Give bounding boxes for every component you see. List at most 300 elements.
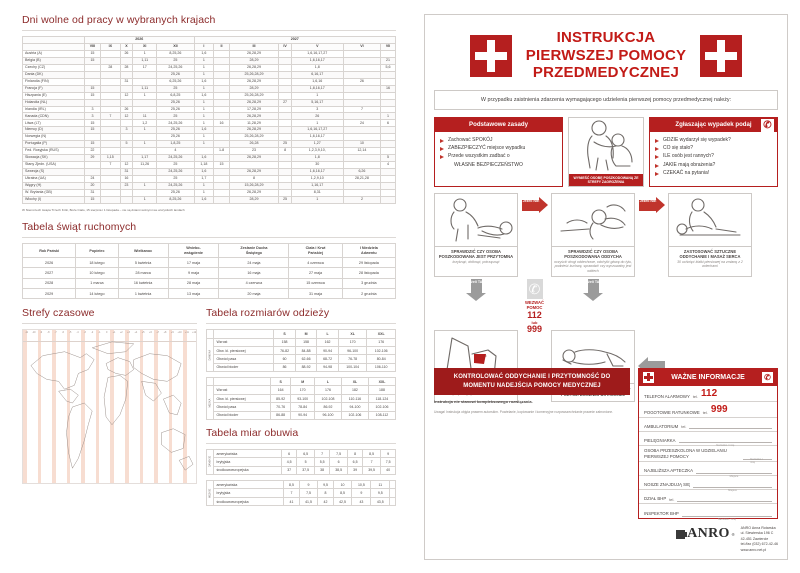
hour-label: +10 — [177, 331, 182, 335]
holiday-cell: 1 — [133, 141, 157, 148]
drag-victim-caption: WYNIEŚĆ OSOBĘ POSZKODOWANĄ ZE STREFY ZAGROŻENIA — [569, 174, 643, 186]
measure-value: 8,5 — [362, 449, 380, 457]
measure-label: Wzrost — [214, 386, 271, 394]
info-row — [639, 476, 777, 490]
holiday-cell: 31 — [120, 78, 132, 85]
call-help-block — [521, 277, 548, 334]
holiday-cell: 15 — [85, 50, 101, 57]
holiday-cell: 1-8 — [214, 148, 229, 155]
category-side-label: DAMSKIE — [207, 449, 214, 474]
month-header: I — [194, 43, 214, 50]
holiday-cell — [214, 155, 229, 162]
info-key: OSOBA PRZESZKOLONA W UDZIELANIU PIERWSZEJ POMOCY — [644, 448, 727, 459]
measure-value: 76-78 — [338, 355, 367, 363]
holiday-cell: 1,2,3,9,10, — [291, 148, 343, 155]
table-row — [23, 71, 396, 78]
measure-label: Obwód pasa — [214, 355, 274, 363]
info-blank-line[interactable] — [677, 495, 772, 502]
holiday-cell — [343, 127, 380, 134]
holiday-cell: 1 — [381, 113, 396, 120]
holiday-cell: 1 — [194, 189, 214, 196]
holiday-cell: 5,6 — [381, 64, 396, 71]
holiday-cell — [85, 162, 101, 169]
flow-step-cpr — [668, 193, 752, 278]
country-name: Słowacja (SK) — [23, 155, 85, 162]
holiday-cell — [343, 50, 380, 57]
country-name: Norwegia (N) — [23, 134, 85, 141]
feast-cell: 10 lutego — [76, 268, 118, 278]
measure-value: 39 — [348, 466, 363, 474]
size-header: L — [314, 378, 341, 386]
holiday-cell: 1 — [194, 57, 214, 64]
phone-icon: ✆ — [761, 119, 774, 132]
holiday-cell — [214, 78, 229, 85]
holiday-cell — [279, 71, 291, 78]
holiday-cell — [381, 176, 396, 183]
side-label-header — [207, 330, 214, 338]
column-header: Ciała i Krwi Pańskiej — [289, 243, 342, 257]
table-row — [207, 394, 396, 402]
holiday-cell: 1,27 — [291, 141, 343, 148]
holiday-cell: 25,26 — [157, 71, 194, 78]
holidays-note: W Niemczech święta Trzech Króli, Boże Ciało, 15 sierpnia i 1 listopada – nie są dniami wolnymi we wszystkich landach — [22, 207, 185, 212]
measure-value: 106-110 — [367, 363, 396, 371]
holiday-cell — [279, 120, 291, 127]
holiday-cell: 26,28,29 — [229, 127, 279, 134]
hour-label: +5 — [141, 331, 145, 335]
report-item: CZEKAĆ na pytania! — [655, 169, 772, 177]
holiday-cell: 25 — [157, 162, 194, 169]
drag-victim-pictogram — [568, 117, 644, 187]
month-header: XI — [133, 43, 157, 50]
hour-label: -2 — [91, 331, 94, 335]
timezones-block — [22, 307, 197, 511]
month-header: IV — [279, 43, 291, 50]
holiday-cell: 24,25,26 — [157, 155, 194, 162]
holiday-cell: 16 — [120, 176, 132, 183]
country-name: Belgia (B) — [23, 57, 85, 64]
measure-value: 170 — [291, 386, 315, 394]
info-row — [639, 418, 777, 432]
rule-item: WŁASNE BEZPIECZEŃSTWO — [454, 161, 523, 168]
shoes-women-tbody — [207, 449, 396, 474]
emergency-number-112: 112 — [527, 309, 542, 320]
call-or-label: lub — [531, 319, 538, 325]
holiday-cell: 1,6 — [194, 92, 214, 99]
size-header: L — [317, 330, 339, 338]
flow-row-middle — [434, 277, 778, 334]
measure-value: 7 — [315, 449, 330, 457]
holiday-cell: 1,8 — [291, 64, 343, 71]
important-info-box — [638, 368, 778, 519]
measure-value: 9,5 — [318, 481, 333, 489]
info-blank-line[interactable] — [689, 422, 772, 429]
holiday-cell: 6,8,25 — [157, 92, 194, 99]
hour-label: -5 — [69, 331, 72, 335]
clothing-men-table — [206, 377, 396, 420]
arrow-if-yes-down — [466, 279, 486, 301]
poster-title — [526, 29, 686, 82]
holiday-cell — [381, 50, 396, 57]
measure-value: 88-92 — [295, 363, 317, 371]
measure-value: 80-84 — [367, 355, 396, 363]
clothing-women-thead — [207, 330, 396, 338]
first-aid-poster — [424, 14, 788, 560]
info-blank-line[interactable] — [693, 481, 772, 492]
info-blank-line[interactable] — [682, 510, 772, 521]
holiday-cell: 1 — [291, 92, 343, 99]
movable-feasts-table — [22, 243, 396, 299]
holiday-cell: 1 — [194, 120, 214, 127]
holiday-cell — [279, 169, 291, 176]
holiday-cell: 1 — [194, 64, 214, 71]
divider — [206, 443, 396, 444]
holiday-cell — [381, 196, 396, 203]
holiday-cell: 1 — [194, 85, 214, 92]
measure-value: 9 — [381, 449, 396, 457]
measure-value: 42,5 — [333, 497, 352, 505]
arrow-head — [583, 293, 603, 301]
category-side-label: DAMSKA — [207, 338, 214, 372]
report-item: ILE osób jest rannych? — [655, 152, 772, 160]
month-header: V — [291, 43, 343, 50]
month-header: X — [120, 43, 132, 50]
holiday-cell: 3 — [120, 127, 132, 134]
cpr-text — [669, 246, 751, 272]
holiday-cell: 12 — [120, 92, 132, 99]
holiday-cell: 1,6 — [194, 169, 214, 176]
holiday-cell: 1 — [133, 92, 157, 99]
table-row — [207, 481, 396, 489]
holiday-cell: 1,18 — [194, 162, 214, 169]
holiday-cell — [279, 50, 291, 57]
info-sublabel: Miejsce — [728, 488, 737, 492]
holiday-cell: 3 — [291, 106, 343, 113]
hour-label: 0 — [106, 331, 108, 335]
holiday-cell: 28,29 — [229, 196, 279, 203]
info-prefix: tel. — [669, 496, 675, 502]
hour-label: -9 — [40, 331, 43, 335]
disclaimer-primary: Instrukcja nie stanowi kompleksowego rozwiązania. — [434, 399, 533, 405]
measure-value: 68-72 — [317, 355, 339, 363]
category-side-label: MĘSKIE — [207, 481, 214, 506]
address-line: tel./fax (032) 672-42-46 — [740, 542, 778, 547]
rules-and-report-row — [434, 117, 778, 187]
info-sublabel: Miejsce — [729, 474, 739, 478]
measure-value: 7,5 — [299, 489, 318, 497]
step-title: SPRAWDZIĆ CZY OSOBA POSZKODOWANA JEST PRZYTOMNA — [438, 249, 514, 260]
holiday-cell: 1 — [133, 183, 157, 190]
feast-cell: 17 maja — [168, 258, 219, 268]
measure-value: 5 — [296, 458, 314, 466]
feast-cell: 2029 — [23, 288, 76, 298]
info-row — [639, 386, 777, 402]
holiday-cell — [214, 169, 229, 176]
holiday-cell: 1 — [194, 134, 214, 141]
holiday-cell: 1,7 — [194, 176, 214, 183]
holiday-cell: 1 — [194, 99, 214, 106]
report-accident-list — [650, 132, 777, 182]
holidays-year-row — [23, 37, 396, 44]
holiday-cell: 26,28,29 — [229, 64, 279, 71]
title-line-2: PIERWSZEJ POMOCY — [525, 46, 687, 64]
measure-value: 7 — [362, 458, 380, 466]
holiday-cell: 25,26 — [157, 127, 194, 134]
holiday-cell: 20 — [85, 183, 101, 190]
holiday-cell — [343, 71, 380, 78]
measure-label: Wzrost — [214, 338, 274, 346]
country-name: Czechy (CZ) — [23, 64, 85, 71]
holiday-cell — [343, 64, 380, 71]
size-header: M — [291, 378, 315, 386]
table-row — [23, 99, 396, 106]
country-name: Dania (DK) — [23, 71, 85, 78]
holiday-cell: 8 — [279, 148, 291, 155]
country-name: Włochy (I) — [23, 196, 85, 203]
measure-value: 8,5 — [284, 481, 299, 489]
holiday-cell — [133, 148, 157, 155]
holiday-cell — [100, 120, 120, 127]
holiday-cell — [100, 134, 120, 141]
measure-value: 43 — [352, 497, 371, 505]
holiday-cell — [100, 196, 120, 203]
feast-cell: 2 grudnia — [342, 288, 395, 298]
holiday-cell — [214, 113, 229, 120]
info-blank-line[interactable] — [743, 453, 772, 464]
arrow-yes-down-1-wrap — [434, 277, 518, 303]
holiday-cell — [214, 183, 229, 190]
phone-icon: ✆ — [762, 372, 773, 383]
holidays-tbody — [23, 50, 396, 203]
holiday-cell: 22 — [85, 148, 101, 155]
measure-value: 108-112 — [368, 411, 395, 419]
holiday-cell: 26,28 — [229, 141, 279, 148]
clothing-women-tbody — [207, 338, 396, 372]
feast-cell: 16 kwietnia — [118, 278, 168, 288]
holiday-cell — [133, 71, 157, 78]
holiday-cell: 23 — [229, 148, 279, 155]
holiday-cell: 1,2,9,10 — [291, 176, 343, 183]
info-sublabel: Nazwisko / imię — [717, 517, 736, 521]
holiday-cell — [343, 113, 380, 120]
measure-value: 93-100 — [291, 394, 315, 402]
holiday-cell — [214, 106, 229, 113]
measure-value: 176 — [367, 338, 396, 346]
measure-value: 158 — [274, 338, 296, 346]
measure-label: Obw. kl. piersiowej — [214, 346, 274, 354]
cross-icon — [643, 372, 654, 383]
table-row — [23, 268, 396, 278]
holiday-cell: 17 — [133, 64, 157, 71]
measure-value: 90-94 — [317, 346, 339, 354]
info-row — [639, 504, 777, 521]
measure-value: 118-124 — [368, 394, 395, 402]
holiday-cell: 25 — [279, 196, 291, 203]
holiday-cell — [214, 92, 229, 99]
holiday-cell: 11,28,29 — [229, 120, 279, 127]
holiday-cell: 1,2 — [133, 120, 157, 127]
measure-value: 162 — [317, 338, 339, 346]
holiday-cell: 1,8,16,17 — [291, 85, 343, 92]
corner-cell — [23, 37, 85, 44]
holiday-cell: 1,17 — [133, 155, 157, 162]
cpr-art — [669, 194, 751, 246]
measure-value: 158 — [295, 338, 317, 346]
holiday-cell — [381, 134, 396, 141]
clothing-women-table — [206, 329, 396, 372]
measure-value: 11 — [371, 481, 390, 489]
measure-value: 40 — [381, 466, 396, 474]
holiday-cell — [279, 78, 291, 85]
phone-icon: ✆ — [527, 279, 543, 299]
info-row — [639, 402, 777, 418]
important-info-rows — [639, 386, 777, 521]
holiday-cell: 25,26 — [157, 134, 194, 141]
step-subtitle: krzyknąć, dotknąć, potrząsnąć — [452, 259, 500, 264]
feast-cell: 28 marca — [118, 268, 168, 278]
feast-cell: 16 maja — [219, 268, 289, 278]
holiday-cell: 11,26 — [133, 162, 157, 169]
feast-cell: 13 maja — [168, 288, 219, 298]
measure-value: 84-88 — [295, 346, 317, 354]
month-header: III — [229, 43, 279, 50]
shoes-men-table — [206, 480, 396, 506]
size-header: XXL — [368, 378, 395, 386]
arrow-no-1-wrap — [521, 193, 548, 278]
table-row — [23, 113, 396, 120]
holiday-cell: 21 — [381, 57, 396, 64]
holiday-cell: 15 — [85, 57, 101, 64]
country-name: Francja (F) — [23, 85, 85, 92]
feast-cell: 2027 — [23, 268, 76, 278]
measure-label: brytyjska — [214, 489, 284, 497]
holiday-cell — [120, 71, 132, 78]
lower-section — [22, 307, 396, 511]
country-name: Fed. Rosyjska (RUS) — [23, 148, 85, 155]
measure-value: 94-100 — [341, 403, 368, 411]
holiday-cell — [381, 92, 396, 99]
category-side-label: MĘSKA — [207, 386, 214, 420]
holiday-cell: 25,26 — [157, 99, 194, 106]
holiday-cell: 24 — [343, 120, 380, 127]
feast-cell: 9 maja — [168, 268, 219, 278]
holiday-cell: 25,26,28,29 — [229, 92, 279, 99]
address-line: ul. Siewierska 196 C — [740, 531, 774, 536]
info-value: 112 — [701, 388, 718, 400]
holiday-cell: 26,28,29 — [229, 155, 279, 162]
address-line: ANRO Anna Rotarska — [740, 526, 776, 531]
holiday-cell — [100, 127, 120, 134]
measure-label: amerykańska — [214, 481, 284, 489]
holiday-cell: 24 — [85, 176, 101, 183]
report-accident-header — [650, 118, 777, 132]
holiday-cell — [381, 141, 396, 148]
step-subtitle: oczyścić drogi oddechowe, odchylić głowę do tyłu, podnieść żuchwę, sprawdzić czy wyczuwalny jest oddech — [554, 259, 632, 273]
feast-cell: 1 marca — [76, 278, 118, 288]
table-row — [23, 92, 396, 99]
holiday-cell — [343, 134, 380, 141]
holiday-cell — [120, 189, 132, 196]
arrow-head — [466, 293, 486, 301]
table-row — [207, 489, 396, 497]
country-name: Irlandia (IRL) — [23, 106, 85, 113]
info-blank-line[interactable] — [679, 436, 772, 448]
holiday-cell: 26,28,29 — [229, 189, 279, 196]
table-row — [23, 106, 396, 113]
feast-cell: 2028 — [23, 278, 76, 288]
info-key: DZIAŁ BHP — [644, 495, 667, 501]
holiday-cell: 1,6,16,17,27 — [291, 50, 343, 57]
holiday-cell — [279, 189, 291, 196]
report-header-text: Zgłaszając wypadek podaj — [675, 121, 752, 129]
feast-cell: 3 grudnia — [342, 278, 395, 288]
holiday-cell — [381, 189, 396, 196]
holiday-cell: 26,28,29 — [229, 169, 279, 176]
country-name: Finlandia (FIN) — [23, 78, 85, 85]
clothing-men-tbody — [207, 386, 396, 420]
holiday-cell: 6 — [381, 120, 396, 127]
country-name: Węgry (H) — [23, 183, 85, 190]
measure-value: 37 — [282, 466, 297, 474]
measure-value: 110-116 — [341, 394, 368, 402]
holiday-cell: 1,6,16,17 — [291, 134, 343, 141]
holiday-cell — [279, 155, 291, 162]
holiday-cell: 11 — [133, 113, 157, 120]
holiday-cell — [214, 71, 229, 78]
holiday-cell: 15,26,28,29 — [229, 183, 279, 190]
measure-value: 102-106 — [341, 411, 368, 419]
info-prefix: tel. — [681, 424, 687, 430]
month-header: IX — [100, 43, 120, 50]
holiday-cell: 25 — [157, 57, 194, 64]
measure-value: 9,5 — [371, 489, 390, 497]
info-key: NAJBLIŻSZA APTECZKA — [644, 467, 693, 473]
table-row — [207, 403, 396, 411]
holiday-cell — [214, 176, 229, 183]
year-header: 2027 — [194, 37, 396, 44]
holiday-cell: 16 — [214, 120, 229, 127]
holiday-cell: 1,16,17 — [291, 183, 343, 190]
holiday-cell — [279, 85, 291, 92]
holiday-cell — [381, 148, 396, 155]
info-blank-line[interactable] — [696, 467, 772, 478]
side-label-header — [207, 378, 214, 386]
measure-value: 78-84 — [291, 403, 315, 411]
holiday-cell: 15 — [85, 120, 101, 127]
holiday-cell — [279, 162, 291, 169]
measure-value: 42 — [318, 497, 333, 505]
holiday-cell — [120, 120, 132, 127]
holiday-cell — [343, 183, 380, 190]
holiday-cell: 31 — [120, 169, 132, 176]
holiday-cell: 1 — [194, 141, 214, 148]
column-header: Popielec — [76, 243, 118, 257]
holiday-cell: 1,11 — [133, 57, 157, 64]
holiday-cell: 15 — [85, 127, 101, 134]
red-cross-icon — [470, 35, 512, 77]
measure-value: 62-66 — [295, 355, 317, 363]
table-row — [23, 120, 396, 127]
holiday-cell: 1 — [194, 113, 214, 120]
holiday-cell — [120, 155, 132, 162]
holiday-cell: 1 — [133, 127, 157, 134]
holiday-cell — [279, 113, 291, 120]
report-accident-card — [649, 117, 778, 187]
basic-rules-list — [435, 132, 562, 174]
holiday-cell: 3 — [85, 106, 101, 113]
holiday-cell — [100, 169, 120, 176]
country-name: Litwa (LT) — [23, 120, 85, 127]
